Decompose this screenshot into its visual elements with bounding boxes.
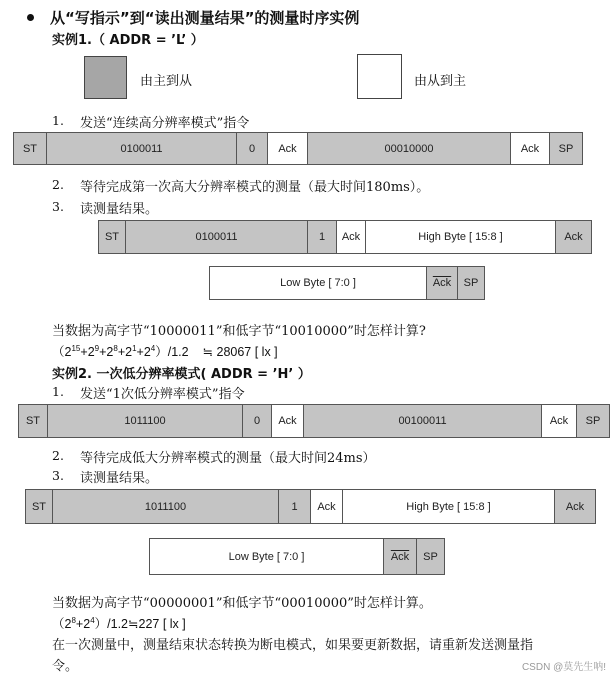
formula-close: ）/1.2 [155, 345, 189, 359]
seq-cell-opcode: 00100011 [303, 404, 542, 438]
ex2-calc-question: 当数据为高字节“00000001”和低字节“00010000”时怎样计算。 [52, 596, 432, 611]
seq-cell-low-byte: Low Byte [ 7:0 ] [149, 538, 384, 575]
formula-base: 2 [83, 617, 91, 631]
ex2-calc-formula [52, 614, 186, 632]
seq-cell-high-byte: High Byte [ 15:8 ] [342, 489, 555, 524]
formula-close: ）/1.2 [94, 617, 128, 631]
bullet-icon [27, 14, 34, 21]
ex1-step3-text: 读测量结果。 [80, 202, 159, 217]
seq-cell-opcode: 00010000 [307, 132, 511, 165]
seq-cell-ack: Ack [336, 220, 366, 254]
formula-open: （ [52, 617, 65, 631]
seq-cell-stop: SP [457, 266, 485, 300]
ex1-write-sequence [13, 132, 583, 165]
formula-base: 2 [125, 345, 133, 359]
seq-cell-ack: Ack [267, 132, 308, 165]
formula-plus: + [136, 345, 144, 359]
ex2-step3-text: 读测量结果。 [80, 471, 159, 486]
seq-cell-rw-bit: 0 [236, 132, 268, 165]
seq-cell-start: ST [25, 489, 53, 524]
seq-cell-nack: $\overline{Ack}$ [383, 538, 417, 575]
ex1-calc-formula [52, 342, 278, 360]
ex1-step1-text: 发送“连续高分辨率模式”指令 [80, 116, 250, 131]
ex1-read-sequence [98, 220, 592, 254]
formula-plus: + [117, 345, 126, 359]
seq-cell-rw-bit: 1 [278, 489, 311, 524]
formula-exp: 1 [132, 343, 137, 353]
ex2-write-sequence [18, 404, 610, 438]
example2-title: 实例2. 一次低分辨率模式( ADDR = ’H’ ） [52, 367, 311, 382]
seq-cell-high-byte: High Byte [ 15:8 ] [365, 220, 556, 254]
legend-gray-box [84, 56, 127, 99]
ex2-step3-number: 3. [52, 468, 64, 483]
seq-cell-stop: SP [549, 132, 583, 165]
seq-cell-start: ST [18, 404, 48, 438]
seq-cell-rw-bit: 1 [307, 220, 337, 254]
section-title: 从“写指示”到“读出测量结果”的测量时序实例 [50, 9, 360, 27]
seq-cell-stop: SP [416, 538, 445, 575]
seq-cell-start: ST [98, 220, 126, 254]
seq-cell-ack: Ack [541, 404, 577, 438]
seq-cell-address: 1011100 [52, 489, 279, 524]
ex1-step3-number: 3. [52, 199, 64, 214]
formula-plus: + [99, 345, 107, 359]
formula-exp: 4 [90, 615, 95, 625]
seq-cell-address: 1011100 [47, 404, 243, 438]
formula-base: 2 [64, 617, 72, 631]
ex2-step1-text: 发送“1次低分辨率模式”指令 [80, 387, 245, 402]
ex2-step1-number: 1. [52, 384, 64, 399]
formula-result: 28067 [ lx ] [216, 345, 278, 359]
legend-slave-to-master: 由从到主 [414, 74, 467, 89]
formula-exp: 8 [71, 615, 76, 625]
seq-cell-low-byte: Low Byte [ 7:0 ] [209, 266, 427, 300]
seq-cell-ack: Ack [554, 489, 596, 524]
ex2-note-line2: 令。 [52, 659, 79, 674]
ex1-calc-question: 当数据为高字节“10000011”和低字节“10010000”时怎样计算? [52, 324, 426, 339]
ex2-read-sequence [25, 489, 596, 524]
formula-result: 227 [ lx ] [138, 617, 186, 631]
formula-base: 2 [143, 345, 151, 359]
formula-base: 2 [106, 345, 114, 359]
formula-approx: ≒ [128, 617, 139, 631]
ex2-read-sequence-cont [149, 538, 445, 575]
seq-cell-stop: SP [576, 404, 610, 438]
seq-cell-nack: $\overline{Ack}$ [426, 266, 458, 300]
formula-approx: ≒ [202, 345, 214, 359]
ex1-step2-number: 2. [52, 177, 64, 192]
ex1-step1-number: 1. [52, 113, 64, 128]
watermark: CSDN @莫先生呐! [521, 662, 606, 673]
formula-exp: 9 [94, 343, 100, 353]
ex1-read-sequence-cont [209, 266, 485, 300]
formula-base: 2 [87, 345, 95, 359]
legend-white-box [357, 54, 402, 99]
ex2-step2-number: 2. [52, 448, 64, 463]
seq-cell-ack: Ack [271, 404, 304, 438]
formula-plus: + [75, 617, 84, 631]
seq-cell-rw-bit: 0 [242, 404, 272, 438]
formula-open: （ [52, 345, 65, 359]
ex1-step2-text: 等待完成第一次高大分辨率模式的测量（最大时间180ms）。 [80, 180, 430, 195]
formula-exp: 8 [113, 343, 118, 353]
example1-title: 实例1.（ ADDR = ’L’ ） [52, 33, 204, 48]
ex2-step2-text: 等待完成低大分辨率模式的测量（最大时间24ms） [80, 451, 376, 466]
seq-cell-start: ST [13, 132, 47, 165]
formula-exp: 4 [150, 343, 156, 353]
seq-cell-ack: Ack [510, 132, 550, 165]
ex2-note-line1: 在一次测量中，测量结束状态转换为断电模式，如果要更新数据，请重新发送测量指 [52, 638, 534, 653]
formula-exp: 15 [71, 343, 81, 353]
seq-cell-ack: Ack [310, 489, 343, 524]
seq-cell-address: 0100011 [46, 132, 237, 165]
formula-base: 2 [64, 345, 72, 359]
legend-master-to-slave: 由主到从 [140, 74, 193, 89]
formula-plus: + [80, 345, 88, 359]
seq-cell-address: 0100011 [125, 220, 308, 254]
seq-cell-ack: Ack [555, 220, 592, 254]
